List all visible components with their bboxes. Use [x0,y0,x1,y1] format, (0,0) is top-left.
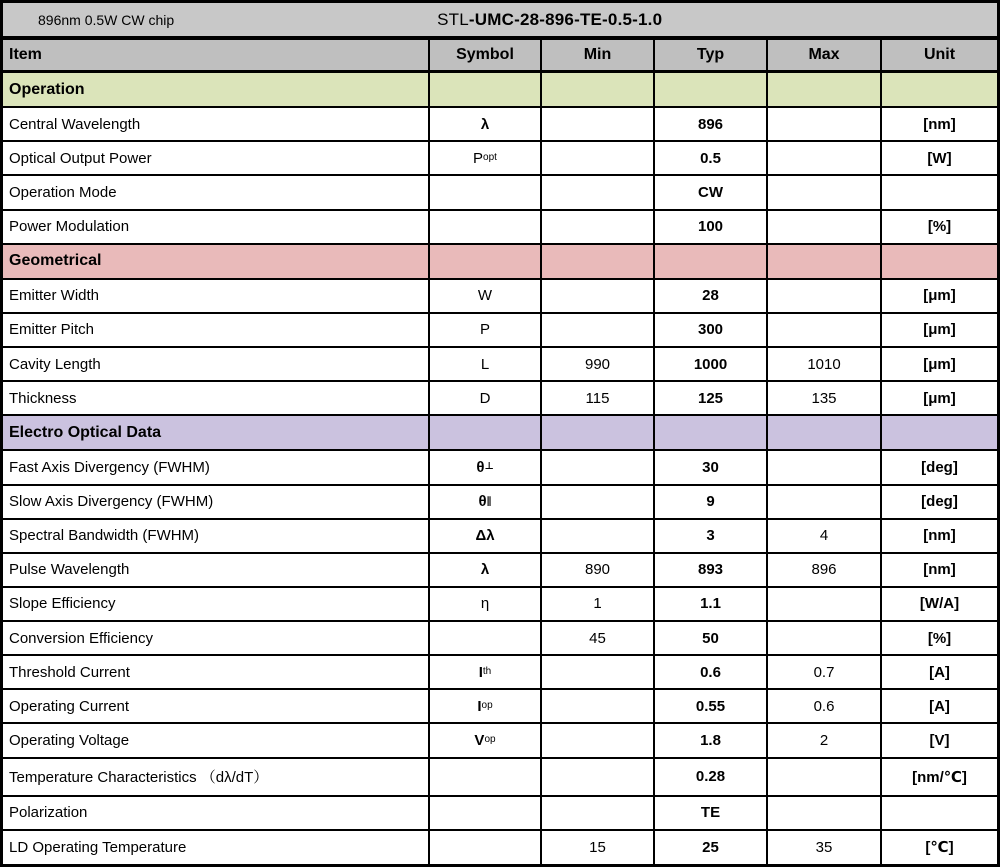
section-cell [768,73,882,106]
cell-symbol: I th [430,656,542,688]
cell-item: Central Wavelength [3,108,430,140]
cell-typ: 125 [655,382,768,414]
cell-unit [882,797,997,829]
table-row [3,382,997,416]
section-cell [430,245,542,278]
cell-unit: [A] [929,697,950,715]
cell-symbol [430,314,542,346]
model-code: -UMC-28-896-TE-0.5-1.0 [468,9,663,29]
table-row [3,211,997,245]
section-label: Operation [3,73,430,106]
cell-item: Operating Voltage [3,724,430,756]
section-row [3,73,997,108]
cell-symbol [430,348,542,380]
symbol-main: L [480,355,490,373]
cell-max [768,108,882,140]
cell-item: Threshold Current [3,656,430,688]
cell-symbol: θ ⊥ [430,451,542,483]
cell-min [542,724,655,756]
table-row [3,622,997,656]
cell-symbol: V op [430,724,542,756]
section-label: Electro Optical Data [3,416,430,449]
section-cell [882,245,997,278]
cell-max: 896 [768,554,882,586]
table-row [3,797,997,831]
table-row [3,520,997,554]
cell-min [542,211,655,243]
cell-item: Emitter Width [3,280,430,312]
cell-symbol [430,588,542,620]
cell-typ: 3 [655,520,768,552]
cell-min [542,486,655,518]
cell-min [542,451,655,483]
cell-typ: 300 [655,314,768,346]
cell-unit: [W/A] [919,595,960,613]
table-row [3,108,997,142]
cell-min [542,690,655,722]
cell-symbol [430,554,542,586]
cell-item: Cavity Length [3,348,430,380]
cell-unit: [A] [929,663,950,681]
symbol-main: P [473,149,484,167]
section-cell [768,245,882,278]
cell-min [542,176,655,208]
cell-unit: [℃] [925,839,954,857]
column-header-min: Min [542,40,655,70]
cell-min [542,520,655,552]
cell-item: Conversion Efficiency [3,622,430,654]
table-row [3,724,997,758]
cell-max [768,486,882,518]
cell-symbol [430,622,542,654]
symbol-main: λ [480,115,490,133]
cell-typ: 0.55 [655,690,768,722]
cell-max: 1010 [768,348,882,380]
table-row [3,280,997,314]
table-body [3,73,997,864]
cell-min: 1 [542,588,655,620]
table-row [3,176,997,210]
cell-symbol [430,797,542,829]
cell-unit: [%] [927,629,952,647]
cell-symbol [430,520,542,552]
symbol-main: D [479,389,491,407]
cell-typ: 100 [655,211,768,243]
section-cell [655,73,768,106]
cell-typ: 1.8 [655,724,768,756]
cell-max: 0.7 [768,656,882,688]
cell-symbol [430,280,542,312]
cell-unit: [W] [927,149,952,167]
cell-max [768,211,882,243]
cell-item: Power Modulation [3,211,430,243]
cell-item: Pulse Wavelength [3,554,430,586]
cell-max [768,451,882,483]
section-row [3,416,997,451]
cell-typ: 0.5 [655,142,768,174]
cell-unit [882,176,997,208]
table-row [3,142,997,176]
table-row [3,451,997,485]
cell-item: Fast Axis Divergency (FWHM) [3,451,430,483]
cell-item: Slope Efficiency [3,588,430,620]
cell-max: 2 [768,724,882,756]
section-cell [542,416,655,449]
cell-max [768,314,882,346]
section-cell [542,73,655,106]
cell-min [542,142,655,174]
section-cell [430,416,542,449]
cell-min: 45 [542,622,655,654]
cell-max [768,142,882,174]
cell-symbol [430,831,542,864]
column-header-typ: Typ [655,40,768,70]
cell-item: Operating Current [3,690,430,722]
cell-symbol [430,108,542,140]
table-row [3,588,997,622]
table-row [3,348,997,382]
cell-typ: 25 [655,831,768,864]
column-header-item: Item [3,40,430,70]
cell-unit: [deg] [921,458,958,476]
cell-typ: TE [655,797,768,829]
cell-item: Operation Mode [3,176,430,208]
cell-unit: [μm] [923,389,956,407]
cell-item: Polarization [3,797,430,829]
section-cell [430,73,542,106]
section-cell [882,73,997,106]
cell-min [542,108,655,140]
section-cell [542,245,655,278]
cell-typ: 1.1 [655,588,768,620]
cell-unit: [nm] [923,527,956,545]
cell-max [768,797,882,829]
section-cell [768,416,882,449]
cell-max [768,622,882,654]
cell-max [768,280,882,312]
cell-min: 15 [542,831,655,864]
cell-symbol [430,759,542,795]
cell-typ: 30 [655,451,768,483]
cell-symbol [430,211,542,243]
symbol-main: Δλ [475,527,495,545]
cell-min [542,656,655,688]
cell-max: 35 [768,831,882,864]
cell-item: LD Operating Temperature [3,831,430,864]
table-row [3,314,997,348]
table-row [3,690,997,724]
cell-min: 115 [542,382,655,414]
cell-unit: [μm] [923,321,956,339]
cell-symbol: I op [430,690,542,722]
cell-symbol [430,176,542,208]
model-prefix: STL [437,9,469,29]
cell-typ: 50 [655,622,768,654]
cell-typ: 0.28 [655,759,768,795]
cell-typ: 1000 [655,348,768,380]
column-header-row [3,40,997,73]
section-label: Geometrical [3,245,430,278]
cell-min [542,759,655,795]
cell-unit: [μm] [923,287,956,305]
cell-unit: [V] [929,731,950,749]
cell-unit: [deg] [921,493,958,511]
cell-unit: [μm] [923,355,956,373]
table-row [3,656,997,690]
cell-max [768,176,882,208]
section-cell [882,416,997,449]
cell-typ: CW [655,176,768,208]
chip-description-label: 896nm 0.5W CW chip [38,11,175,28]
symbol-main: V [474,731,485,749]
cell-item: Slow Axis Divergency (FWHM) [3,486,430,518]
symbol-main: I [478,663,483,681]
cell-min [542,314,655,346]
cell-min [542,797,655,829]
column-header-max: Max [768,40,882,70]
title-bar [3,3,997,40]
section-row [3,245,997,280]
cell-max: 135 [768,382,882,414]
table-row [3,759,997,797]
cell-min: 890 [542,554,655,586]
table-row [3,486,997,520]
cell-item: Thickness [3,382,430,414]
symbol-main: θ [478,493,487,511]
cell-typ: 9 [655,486,768,518]
cell-unit: [nm] [923,115,956,133]
cell-item: Emitter Pitch [3,314,430,346]
cell-unit: [nm] [923,561,956,579]
cell-typ: 28 [655,280,768,312]
model-number [437,10,662,30]
cell-min: 990 [542,348,655,380]
cell-min [542,280,655,312]
cell-symbol [430,382,542,414]
symbol-main: λ [480,561,490,579]
cell-item: Temperature Characteristics （dλ/dT） [3,759,430,795]
cell-max: 4 [768,520,882,552]
symbol-main: P [479,321,490,339]
column-header-symbol: Symbol [430,40,542,70]
symbol-main: η [480,595,490,613]
cell-max: 0.6 [768,690,882,722]
cell-symbol: θ ∥ [430,486,542,518]
symbol-main: W [477,287,493,305]
cell-unit: [%] [927,218,952,236]
section-cell [655,245,768,278]
cell-max [768,588,882,620]
table-row [3,554,997,588]
cell-symbol: P opt [430,142,542,174]
cell-item: Optical Output Power [3,142,430,174]
cell-unit: [nm/℃] [912,768,967,786]
cell-typ: 0.6 [655,656,768,688]
symbol-main: θ [476,458,485,476]
cell-typ: 896 [655,108,768,140]
cell-item: Spectral Bandwidth (FWHM) [3,520,430,552]
table-row [3,831,997,864]
column-header-unit: Unit [923,46,956,63]
cell-max [768,759,882,795]
cell-typ: 893 [655,554,768,586]
section-cell [655,416,768,449]
symbol-main: I [477,697,482,715]
